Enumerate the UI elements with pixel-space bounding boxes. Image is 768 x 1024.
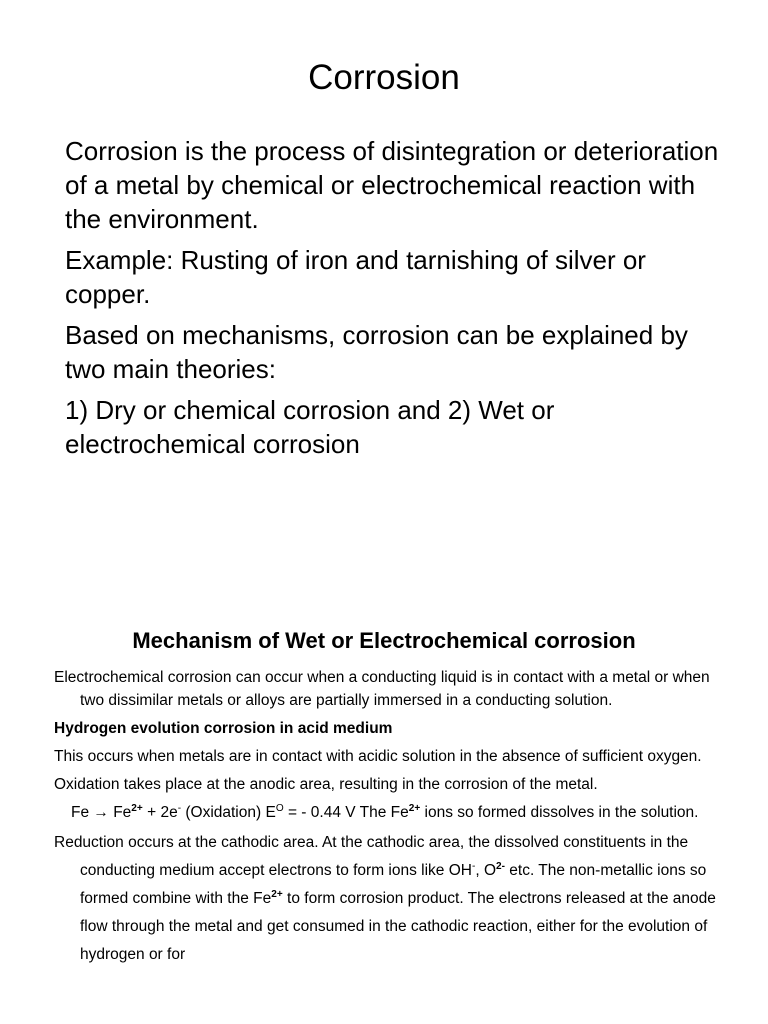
intro-paragraph: Electrochemical corrosion can occur when a conducting liquid is in contact with a metal or when two dissimilar metals or alloys are partially immersed in a conducting solution. (54, 669, 710, 709)
equation-value: = - 0.44 V The Fe (283, 804, 409, 821)
reduction-part-2: , O (475, 862, 497, 879)
equation-standard-mark: O (275, 802, 284, 814)
definition-paragraph: Corrosion is the process of disintegration or deterioration of a metal by chemical or electrochemical reaction with the environment. (65, 136, 719, 234)
theories-paragraph: Based on mechanisms, corrosion can be explained by two main theories: (65, 320, 688, 384)
equation-charge-2: 2+ (408, 802, 421, 814)
example-paragraph: Example: Rusting of iron and tarnishing of silver or copper. (65, 245, 646, 309)
reduction-paragraph (54, 829, 719, 969)
equation-plus: + 2e (142, 804, 178, 821)
ferrous-charge: 2+ (271, 888, 283, 900)
equation-label: (Oxidation) E (181, 804, 276, 821)
reduction-part-4: to form corrosion product. The electrons released at the anode flow through the metal and get consumed in the cathodic reaction, either for the evolution of hydrogen or for (80, 890, 716, 963)
slide-body-mechanism (54, 666, 719, 974)
reduction-part-1: Reduction occurs at the cathodic area. At the cathodic area, the dissolved constituents in the conducting medium accept electrons to form ions like OH (54, 834, 689, 879)
theory-types-paragraph: 1) Dry or chemical corrosion and 2) Wet or electrochemical corrosion (65, 395, 555, 459)
oxide-charge: 2- (496, 860, 505, 872)
hydroxide-charge: - (471, 860, 476, 872)
slide-title-mechanism: Mechanism of Wet or Electrochemical corrosion (132, 628, 636, 653)
oxidation-paragraph: Oxidation takes place at the anodic area, resulting in the corrosion of the metal. (54, 776, 598, 793)
equation-lhs: Fe → Fe (71, 804, 132, 821)
equation-electron-charge: - (177, 802, 182, 814)
equation-charge-1: 2+ (131, 802, 143, 814)
oxidation-equation (54, 801, 719, 824)
hydrogen-evolution-heading: Hydrogen evolution corrosion in acid medium (54, 720, 393, 737)
acid-medium-paragraph: This occurs when metals are in contact with acidic solution in the absence of sufficient oxygen. (54, 748, 702, 765)
slide-title-corrosion: Corrosion (308, 58, 460, 97)
equation-tail: ions so formed dissolves in the solution. (420, 804, 699, 821)
slide-body-corrosion (65, 134, 735, 468)
reduction-part-3: etc. The non-metallic ions so formed combine with the Fe (80, 862, 707, 907)
